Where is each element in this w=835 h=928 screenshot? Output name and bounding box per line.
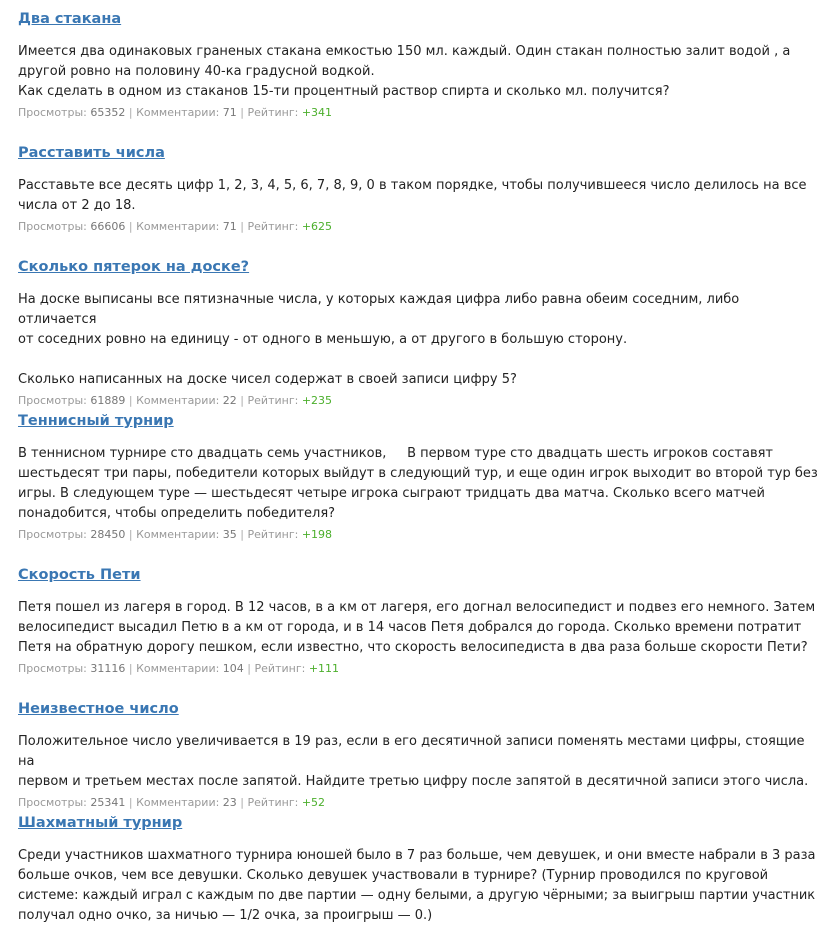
comments-label: Комментарии: — [136, 796, 220, 809]
stats-separator: | — [240, 796, 245, 809]
comments-label: Комментарии: — [136, 394, 220, 407]
views-count: 65352 — [90, 106, 126, 119]
puzzle-text-line: Положительное число увеличивается в 19 раз, если в его десятичной записи поменять местами цифры, стоящие на — [18, 734, 805, 769]
comments-label: Комментарии: — [136, 106, 220, 119]
puzzle-text-line: Как сделать в одном из стаканов 15-ти процентный раствор спирта и сколько мл. получится? — [18, 84, 670, 99]
views-label: Просмотры: — [18, 394, 87, 407]
rating-value: +341 — [301, 106, 333, 119]
views-label: Просмотры: — [18, 106, 87, 119]
views-count: 66606 — [90, 220, 126, 233]
puzzle-title-link[interactable]: Скорость Пети — [18, 567, 141, 583]
puzzle-item — [18, 565, 818, 676]
comments-count: 104 — [222, 662, 244, 675]
puzzle-item — [18, 257, 818, 408]
puzzle-text-line: числа от 2 до 18. — [18, 198, 136, 213]
puzzle-title-link[interactable]: Расставить числа — [18, 145, 165, 161]
puzzle-item — [18, 699, 818, 810]
puzzle-text-line — [18, 350, 818, 370]
puzzle-title-link[interactable]: Шахматный турнир — [18, 815, 183, 831]
puzzle-text-line: Расставьте все десять цифр 1, 2, 3, 4, 5, 6, 7, 8, 9, 0 в таком порядке, чтобы получившееся число делилось на все — [18, 178, 807, 193]
puzzle-text-line: Петя на обратную дорогу пешком, если известно, что скорость велосипедиста в два раза больше скорости Пети? — [18, 640, 808, 655]
puzzle-title-link[interactable]: Сколько пятерок на доске? — [18, 259, 250, 275]
puzzle-text-line: В теннисном турнире сто двадцать семь участников, В первом туре сто двадцать шесть игроков составят — [18, 446, 773, 461]
puzzle-text — [18, 846, 818, 926]
puzzle-text-line: Имеется два одинаковых граненых стакана емкостью 150 мл. каждый. Один стакан полностью залит водой , а — [18, 44, 791, 59]
stats-separator: | — [247, 662, 252, 675]
stats-separator: | — [240, 394, 245, 407]
views-label: Просмотры: — [18, 662, 87, 675]
puzzle-stats — [18, 528, 818, 542]
stats-separator: | — [128, 106, 133, 119]
puzzle-title-link[interactable]: Неизвестное число — [18, 701, 179, 717]
puzzle-item — [18, 813, 818, 926]
stats-separator: | — [240, 220, 245, 233]
rating-value: +625 — [301, 220, 333, 233]
puzzle-text — [18, 290, 818, 390]
puzzle-title-link[interactable]: Два стакана — [18, 11, 122, 27]
puzzle-item — [18, 411, 818, 542]
puzzle-text-line: системе: каждый играл с каждым по две партии — одну белыми, а другую чёрными; за выигрыш партии участник — [18, 888, 816, 903]
comments-count: 71 — [222, 220, 237, 233]
stats-separator: | — [128, 662, 133, 675]
comments-count: 35 — [222, 528, 237, 541]
comments-count: 71 — [222, 106, 237, 119]
puzzle-text-line: Петя пошел из лагеря в город. В 12 часов, в а км от лагеря, его догнал велосипедист и подвез его немного. Затем — [18, 600, 816, 615]
puzzle-text-line: Среди участников шахматного турнира юношей было в 7 раз больше, чем девушек, и они вместе набрали в 3 раза — [18, 848, 816, 863]
puzzle-text — [18, 732, 818, 792]
rating-label: Рейтинг: — [247, 220, 299, 233]
views-label: Просмотры: — [18, 528, 87, 541]
views-count: 31116 — [90, 662, 126, 675]
puzzle-text-line: от соседних ровно на единицу - от одного в меньшую, а от другого в большую сторону. — [18, 332, 628, 347]
rating-value: +111 — [308, 662, 340, 675]
puzzle-text-line: шестьдесят три пары, победители которых выйдут в следующий тур, и еще один игрок выходит во второй тур без — [18, 466, 818, 481]
puzzle-item — [18, 143, 818, 234]
puzzle-text — [18, 42, 818, 102]
rating-value: +198 — [301, 528, 333, 541]
comments-label: Комментарии: — [136, 662, 220, 675]
stats-separator: | — [240, 106, 245, 119]
puzzle-stats — [18, 106, 818, 120]
puzzle-text-line: велосипедист высадил Петю в а км от города, и в 14 часов Петя добрался до города. Сколько времени потратит — [18, 620, 802, 635]
puzzle-text — [18, 176, 818, 216]
rating-label: Рейтинг: — [247, 796, 299, 809]
stats-separator: | — [240, 528, 245, 541]
comments-count: 22 — [222, 394, 237, 407]
rating-label: Рейтинг: — [254, 662, 306, 675]
puzzle-text-line: больше очков, чем все девушки. Сколько девушек участвовали в турнире? (Турнир проводился по круговой — [18, 868, 769, 883]
comments-label: Комментарии: — [136, 220, 220, 233]
comments-label: Комментарии: — [136, 528, 220, 541]
stats-separator: | — [128, 528, 133, 541]
stats-separator: | — [128, 394, 133, 407]
stats-separator: | — [128, 220, 133, 233]
puzzle-text — [18, 444, 818, 524]
puzzle-text-line: понадобится, чтобы определить победителя? — [18, 506, 336, 521]
puzzle-text-line: получал одно очко, за ничью — 1/2 очка, за проигрыш — 0.) — [18, 908, 433, 923]
puzzle-stats — [18, 394, 818, 408]
views-label: Просмотры: — [18, 796, 87, 809]
puzzle-text-line: игры. В следующем туре — шестьдесят четыре игрока сыграют тридцать два матча. Сколько всего матчей — [18, 486, 765, 501]
puzzle-stats — [18, 220, 818, 234]
puzzle-text — [18, 598, 818, 658]
stats-separator: | — [128, 796, 133, 809]
rating-label: Рейтинг: — [247, 106, 299, 119]
puzzle-text-line: На доске выписаны все пятизначные числа, у которых каждая цифра либо равна обеим соседним, либо отличается — [18, 292, 740, 327]
rating-value: +52 — [301, 796, 326, 809]
puzzle-stats — [18, 662, 818, 676]
comments-count: 23 — [222, 796, 237, 809]
rating-label: Рейтинг: — [247, 394, 299, 407]
rating-label: Рейтинг: — [247, 528, 299, 541]
puzzle-text-line: другой ровно на половину 40-ка градусной водкой. — [18, 64, 375, 79]
views-count: 61889 — [90, 394, 126, 407]
views-count: 25341 — [90, 796, 126, 809]
puzzle-text-line: первом и третьем местах после запятой. Найдите третью цифру после запятой в десятичной записи этого числа. — [18, 774, 809, 789]
rating-value: +235 — [301, 394, 333, 407]
views-label: Просмотры: — [18, 220, 87, 233]
puzzle-text-line: Сколько написанных на доске чисел содержат в своей записи цифру 5? — [18, 372, 517, 387]
puzzle-title-link[interactable]: Теннисный турнир — [18, 413, 174, 429]
views-count: 28450 — [90, 528, 126, 541]
puzzle-item — [18, 9, 818, 120]
puzzle-stats — [18, 796, 818, 810]
